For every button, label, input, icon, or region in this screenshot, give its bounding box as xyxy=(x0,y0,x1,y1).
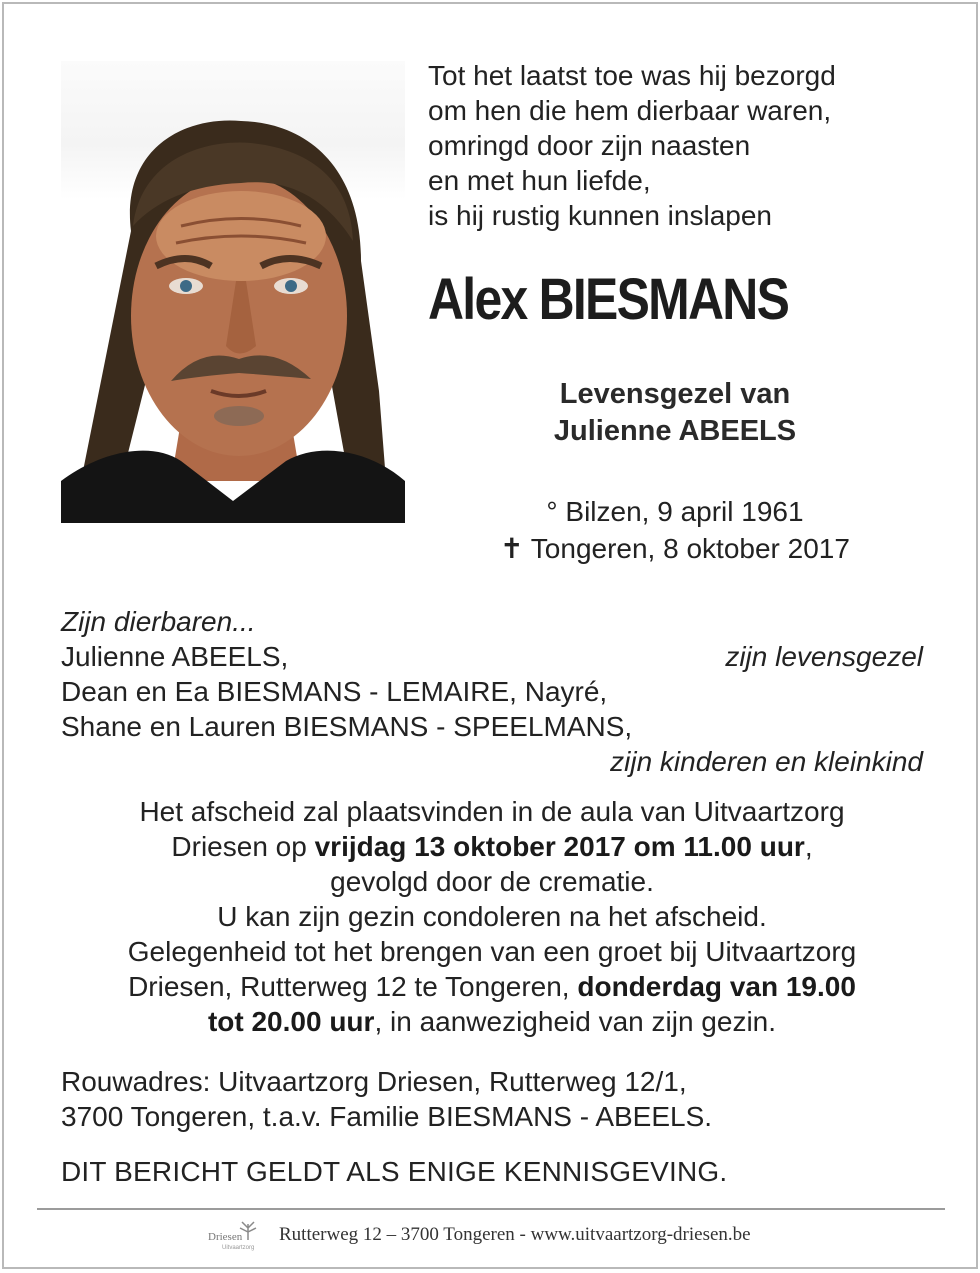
info-text: , xyxy=(804,831,813,862)
footer-divider xyxy=(37,1208,945,1210)
deceased-name: Alex BIESMANS xyxy=(428,267,789,332)
info-line xyxy=(44,1004,940,1039)
info-line: Het afscheid zal plaatsvinden in de aula van Uitvaartzorg xyxy=(139,796,845,827)
verse-line: omringd door zijn naasten xyxy=(428,130,751,161)
family-relation: zijn levensgezel xyxy=(725,641,923,672)
death-date: ✝ Tongeren, 8 oktober 2017 xyxy=(500,533,850,564)
family-row xyxy=(61,639,923,674)
family-relation: zijn kinderen en kleinkind xyxy=(610,746,923,777)
info-line: gevolgd door de crematie. xyxy=(330,866,654,897)
life-dates xyxy=(428,493,922,567)
memorial-verse xyxy=(428,58,836,233)
relation-label: Levensgezel van xyxy=(559,378,791,410)
info-line: Gelegenheid tot het brengen van een groet bij Uitvaartzorg xyxy=(127,936,857,967)
footer xyxy=(204,1218,804,1254)
family-member: Julienne ABEELS, xyxy=(61,641,289,672)
verse-line: Tot het laatst toe was hij bezorgd xyxy=(428,60,836,91)
notice-text: DIT BERICHT GELDT ALS ENIGE KENNISGEVING. xyxy=(61,1156,728,1187)
address-line: 3700 Tongeren, t.a.v. Familie BIESMANS - ABEELS. xyxy=(61,1101,713,1132)
farewell-info xyxy=(44,794,940,1039)
condolence-address xyxy=(61,1064,712,1134)
portrait-photo xyxy=(61,61,405,523)
partner-name: Julienne ABEELS xyxy=(553,415,797,447)
birth-date: ° Bilzen, 9 april 1961 xyxy=(546,496,804,527)
logo-text: Driesen xyxy=(208,1231,243,1243)
info-text: , in aanwezigheid van zijn gezin. xyxy=(374,1006,777,1037)
info-line xyxy=(44,829,940,864)
family-member: Dean en Ea BIESMANS - LEMAIRE, Nayré, xyxy=(61,676,608,707)
family-member: Shane en Lauren BIESMANS - SPEELMANS, xyxy=(61,711,633,742)
verse-line: en met hun liefde, xyxy=(428,165,651,196)
visitation-time: donderdag van 19.00 xyxy=(577,971,856,1002)
info-line: U kan zijn gezin condoleren na het afscheid. xyxy=(217,901,767,932)
verse-line: is hij rustig kunnen inslapen xyxy=(428,200,772,231)
info-text: Driesen op xyxy=(171,831,315,862)
ceremony-datetime: vrijdag 13 oktober 2017 om 11.00 uur xyxy=(314,831,805,862)
family-row xyxy=(61,744,923,779)
partner-block xyxy=(428,376,922,450)
info-text: Driesen, Rutterweg 12 te Tongeren, xyxy=(128,971,578,1002)
info-line xyxy=(44,969,940,1004)
family-intro: Zijn dierbaren... xyxy=(61,606,256,637)
footer-contact: Rutterweg 12 – 3700 Tongeren - www.uitvaartzorg-driesen.be xyxy=(279,1224,751,1245)
family-list xyxy=(61,604,923,779)
obituary-card xyxy=(2,2,978,1269)
portrait-illustration xyxy=(61,61,405,523)
company-logo xyxy=(204,1218,270,1254)
logo-subtext: Uitvaartzorg xyxy=(222,1245,255,1251)
address-line: Rouwadres: Uitvaartzorg Driesen, Rutterweg 12/1, xyxy=(61,1066,687,1097)
verse-line: om hen die hem dierbaar waren, xyxy=(428,95,832,126)
visitation-time-end: tot 20.00 uur xyxy=(207,1006,375,1037)
